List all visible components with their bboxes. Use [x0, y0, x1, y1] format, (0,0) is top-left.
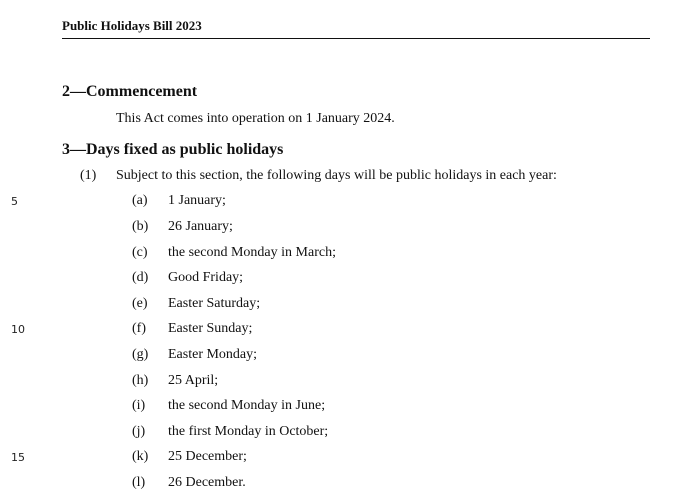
paragraph-label: (l) — [132, 475, 146, 490]
paragraph-label: (e) — [132, 296, 148, 311]
paragraph-text: Easter Sunday; — [168, 321, 253, 336]
paragraph-label: (i) — [132, 398, 146, 413]
header-rule — [62, 38, 650, 39]
section-2-heading: 2—Commencement — [62, 83, 198, 100]
paragraph-text: the first Monday in October; — [168, 424, 329, 439]
paragraph-label: (c) — [132, 245, 148, 260]
paragraph-label: (g) — [132, 347, 149, 362]
line-number-5: 5 — [11, 195, 18, 208]
paragraph-label: (k) — [132, 449, 149, 464]
paragraph-label: (j) — [132, 424, 146, 439]
paragraph-text: Good Friday; — [168, 270, 244, 285]
paragraph-label: (f) — [132, 321, 146, 336]
line-number-10: 10 — [11, 323, 25, 336]
paragraph-text: 25 December; — [168, 449, 247, 464]
paragraph-text: Easter Saturday; — [168, 296, 261, 311]
section-3-heading: 3—Days fixed as public holidays — [62, 141, 284, 158]
paragraph-text: 26 December. — [168, 475, 246, 490]
paragraph-text: 26 January; — [168, 219, 233, 234]
paragraph-text: the second Monday in March; — [168, 245, 336, 260]
paragraph-label: (d) — [132, 270, 149, 285]
paragraph-label: (h) — [132, 373, 149, 388]
paragraph-text: 1 January; — [168, 193, 226, 208]
running-header-title: Public Holidays Bill 2023 — [62, 18, 202, 33]
subsection-text: Subject to this section, the following days will be public holidays in each year: — [116, 168, 557, 183]
paragraph-text: 25 April; — [168, 373, 219, 388]
subsection-number: (1) — [80, 168, 97, 183]
section-2-text: This Act comes into operation on 1 January 2024. — [116, 111, 395, 126]
paragraph-label: (a) — [132, 193, 148, 208]
paragraph-text: the second Monday in June; — [168, 398, 326, 413]
paragraph-label: (b) — [132, 219, 149, 234]
line-number-15: 15 — [11, 451, 25, 464]
paragraph-text: Easter Monday; — [168, 347, 258, 362]
